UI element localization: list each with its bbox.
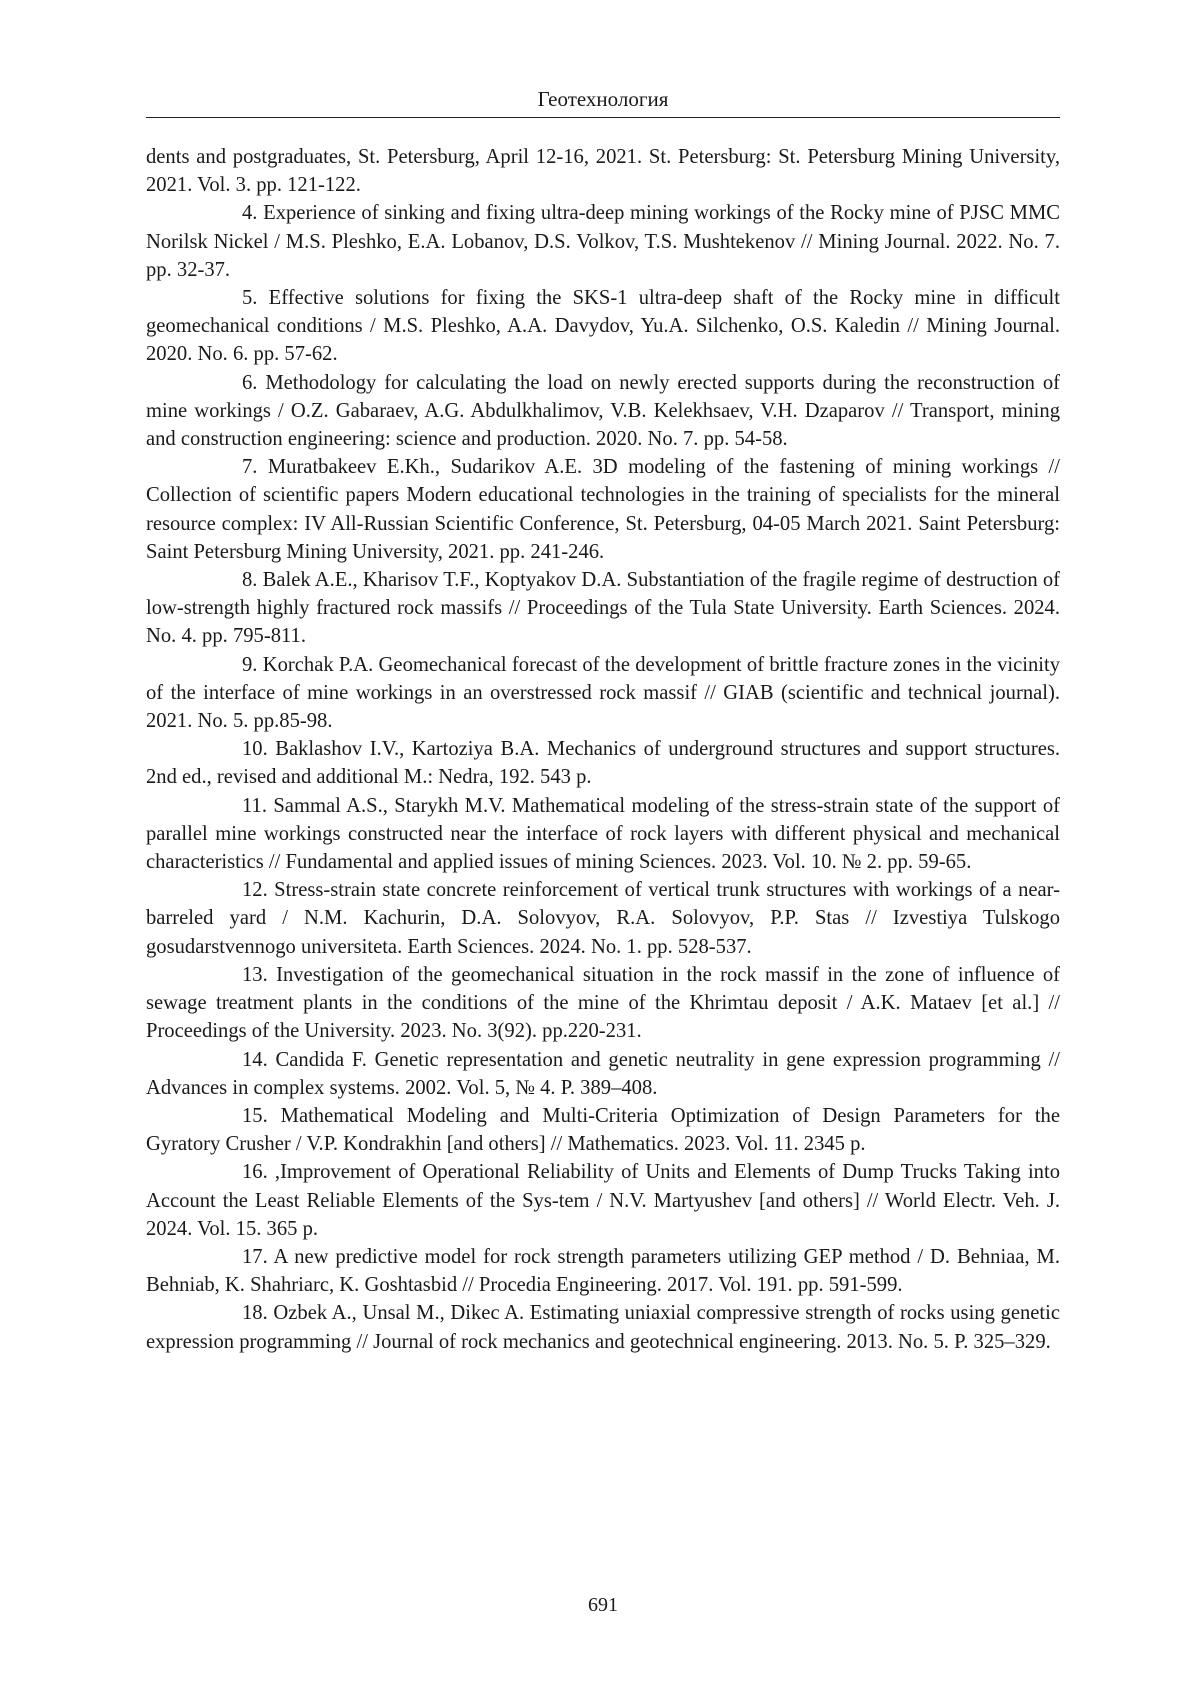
- reference-item-7: 7. Muratbakeev E.Kh., Sudarikov A.E. 3D modeling of the fastening of mining workings // Collection of scientific papers Modern educational technologies in the training of specialists for the mineral resource complex: IV All-Russian Scientific Conference, St. Petersburg, 04-05 March 2021. Saint Petersburg: Saint Petersburg Mining University, 2021. pp. 241-246.: [146, 456, 1060, 563]
- reference-item-15: 15. Mathematical Modeling and Multi-Criteria Optimization of Design Parameters for the Gyratory Crusher / V.P. Kondrakhin [and others] // Mathematics. 2023. Vol. 11. 2345 p.: [146, 1104, 1060, 1156]
- page-number: 691: [588, 1594, 618, 1616]
- reference-list: [146, 143, 1060, 1356]
- header-divider: [146, 117, 1060, 118]
- reference-item-18: 18. Ozbek A., Unsal M., Dikec A. Estimating uniaxial compressive strength of rocks using genetic expression programming // Journal of rock mechanics and geotechnical engineering. 2013. No. 5. P. 325–329.: [146, 1302, 1060, 1353]
- reference-item-10: 10. Baklashov I.V., Kartoziya B.A. Mechanics of underground structures and support structures. 2nd ed., revised and additional M.: Nedra, 192. 543 p.: [146, 738, 1060, 789]
- reference-item-14: 14. Candida F. Genetic representation and genetic neutrality in gene expression programming // Advances in complex systems. 2002. Vol. 5, № 4. P. 389–408.: [146, 1048, 1060, 1099]
- reference-item-16: 16. ,Improvement of Operational Reliability of Units and Elements of Dump Trucks Taking into Account the Least Reliable Elements of the Sys-tem / N.V. Martyushev [and others] // World Electr. Veh. J. 2024. Vol. 15. 365 p.: [146, 1161, 1060, 1240]
- reference-item-6: 6. Methodology for calculating the load on newly erected supports during the reconstruction of mine workings / O.Z. Gabaraev, A.G. Abdulkhalimov, V.B. Kelekhsaev, V.H. Dzaparov // Transport, mining and construction engineering: science and production. 2020. No. 7. pp. 54-58.: [146, 371, 1060, 451]
- reference-item-5: 5. Effective solutions for fixing the SKS-1 ultra-deep shaft of the Rocky mine in difficult geomechanical conditions / M.S. Pleshko, A.A. Davydov, Yu.A. Silchenko, O.S. Kaledin // Mining Journal. 2020. No. 6. pp. 57-62.: [146, 287, 1060, 366]
- running-head-title: Геотехнология: [537, 87, 669, 111]
- reference-item-12: 12. Stress-strain state concrete reinforcement of vertical trunk structures with workings of a near-barreled yard / N.M. Kachurin, D.A. Solovyov, R.A. Solovyov, P.P. Stas // Izvestiya Tulskogo gosudarstvennogo universiteta. Earth Sciences. 2024. No. 1. pp. 528-537.: [146, 879, 1060, 958]
- reference-item-8: 8. Balek A.E., Kharisov T.F., Koptyakov D.A. Substantiation of the fragile regime of destruction of low-strength highly fractured rock massifs // Proceedings of the Tula State University. Earth Sciences. 2024. No. 4. pp. 795-811.: [146, 569, 1060, 648]
- reference-item-13: 13. Investigation of the geomechanical situation in the rock massif in the zone of influence of sewage treatment plants in the conditions of the mine of the Khrimtau deposit / A.K. Mataev [et al.] // Proceedings of the University. 2023. No. 3(92). pp.220-231.: [146, 963, 1060, 1043]
- reference-item-17: 17. A new predictive model for rock strength parameters utilizing GEP method / D. Behniaa, M. Behniab, K. Shahriarc, K. Goshtasbid // Procedia Engineering. 2017. Vol. 191. pp. 591-599.: [146, 1245, 1060, 1297]
- reference-continuation: dents and postgraduates, St. Petersburg, April 12-16, 2021. St. Petersburg: St. Petersburg Mining University, 2021. Vol. 3. pp. 121-122.: [146, 146, 1060, 197]
- reference-item-9: 9. Korchak P.A. Geomechanical forecast of the development of brittle fracture zones in the vicinity of the interface of mine workings in an overstressed rock massif // GIAB (scientific and technical journal). 2021. No. 5. pp.85-98.: [146, 653, 1060, 733]
- reference-item-11: 11. Sammal A.S., Starykh M.V. Mathematical modeling of the stress-strain state of the support of parallel mine workings constructed near the interface of rock layers with different physical and mechanical characteristics // Fundamental and applied issues of mining Sciences. 2023. Vol. 10. № 2. pp. 59-65.: [146, 794, 1060, 874]
- reference-item-4: 4. Experience of sinking and fixing ultra-deep mining workings of the Rocky mine of PJSC MMC Norilsk Nickel / M.S. Pleshko, E.A. Lobanov, D.S. Volkov, T.S. Mushtekenov // Mining Journal. 2022. No. 7. pp. 32-37.: [146, 202, 1060, 281]
